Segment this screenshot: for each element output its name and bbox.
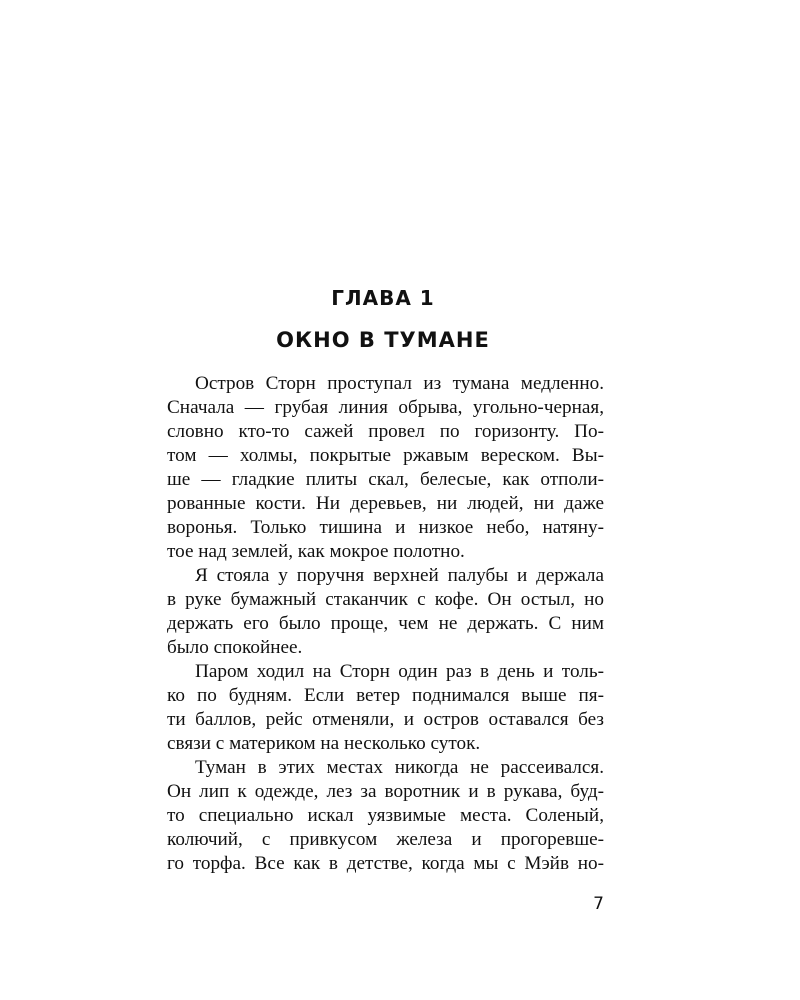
paragraph bbox=[167, 564, 604, 660]
text-line: Паром ходил на Сторн один раз в день и толь- bbox=[195, 661, 604, 682]
text-line: Сначала — грубая линия обрыва, угольно-черная, bbox=[167, 397, 604, 418]
text-line: тое над землей, как мокрое полотно. bbox=[167, 541, 465, 562]
paragraph bbox=[167, 660, 604, 756]
body-text bbox=[167, 372, 604, 876]
paragraph bbox=[167, 756, 604, 876]
text-line: ко по будням. Если ветер поднимался выше пя- bbox=[167, 685, 604, 706]
text-line: го торфа. Все как в детстве, когда мы с Мэйв но- bbox=[167, 853, 604, 874]
text-line: воронья. Только тишина и низкое небо, натяну- bbox=[167, 517, 604, 538]
text-line: словно кто-то сажей провел по горизонту. По- bbox=[167, 421, 604, 442]
text-line: ше — гладкие плиты скал, белесые, как отполи- bbox=[167, 469, 604, 490]
chapter-label: ГЛАВА 1 bbox=[331, 286, 435, 310]
text-line: было спокойнее. bbox=[167, 637, 303, 658]
text-line: Я стояла у поручня верхней палубы и держала bbox=[195, 565, 604, 586]
text-line: Он лип к одежде, лез за воротник и в рукава, буд- bbox=[167, 781, 604, 802]
chapter-title: ОКНО В ТУМАНЕ bbox=[276, 328, 490, 352]
text-line: то специально искал уязвимые места. Соленый, bbox=[167, 805, 604, 826]
text-line: ти баллов, рейс отменяли, и остров оставался без bbox=[167, 709, 604, 730]
text-line: держать его было проще, чем не держать. С ним bbox=[167, 613, 604, 634]
page-number: 7 bbox=[593, 894, 604, 914]
paragraph bbox=[167, 372, 604, 564]
text-line: Остров Сторн проступал из тумана медленно. bbox=[195, 373, 604, 394]
text-line: рованные кости. Ни деревьев, ни людей, ни даже bbox=[167, 493, 604, 514]
text-line: колючий, с привкусом железа и прогоревше- bbox=[167, 829, 604, 850]
text-line: том — холмы, покрытые ржавым вереском. Вы- bbox=[167, 445, 604, 466]
text-line: связи с материком на несколько суток. bbox=[167, 733, 481, 754]
text-line: в руке бумажный стаканчик с кофе. Он остыл, но bbox=[167, 589, 604, 610]
text-line: Туман в этих местах никогда не рассеивался. bbox=[195, 757, 604, 778]
